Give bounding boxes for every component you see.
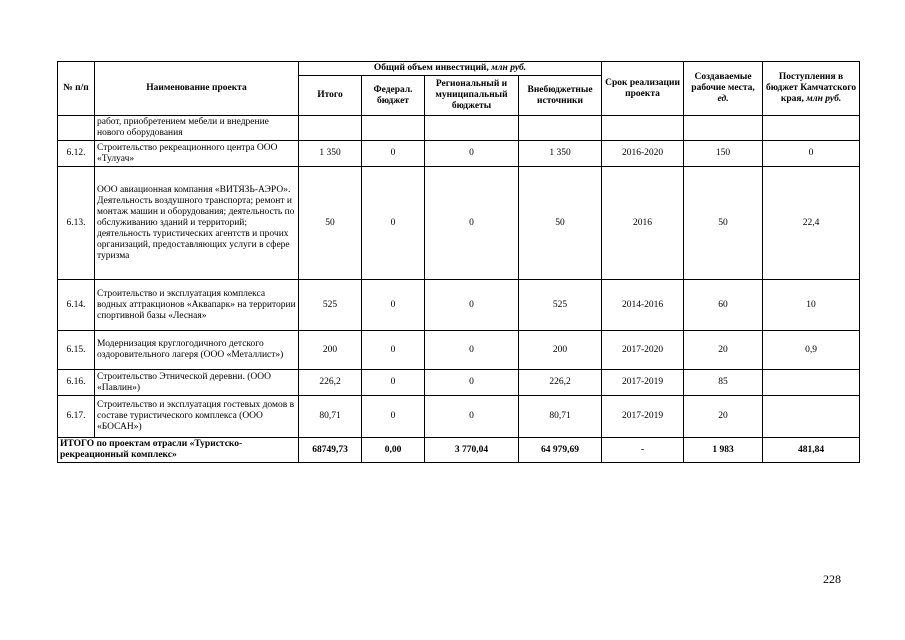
table-row: [58, 396, 860, 438]
cell-name: работ, приобретением мебели и внедрение нового оборудования: [95, 116, 299, 141]
cell-extra: 50: [519, 167, 602, 280]
cell-extra: 1 350: [519, 141, 602, 167]
cell-period: 2017-2020: [602, 331, 684, 370]
cell-revenue: 10: [763, 280, 860, 331]
cell-total: 1 350: [299, 141, 362, 167]
cell-num: 6.17.: [58, 396, 95, 438]
total-total: 68749,73: [299, 438, 362, 463]
total-row: [58, 438, 860, 463]
cell-extra: 200: [519, 331, 602, 370]
cell-regional: 0: [425, 396, 519, 438]
cell-total: 50: [299, 167, 362, 280]
cell-name: Модернизация круглогодичного детского оздоровительного лагеря (ООО «Металлист»): [95, 331, 299, 370]
cell-total: 525: [299, 280, 362, 331]
cell-revenue: [763, 116, 860, 141]
cell-period: [602, 116, 684, 141]
header-period: Срок реализации проекта: [602, 62, 684, 116]
table-row: [58, 116, 860, 141]
cell-regional: 0: [425, 167, 519, 280]
cell-total: [299, 116, 362, 141]
table-row: [58, 370, 860, 396]
cell-num: 6.14.: [58, 280, 95, 331]
header-extra: Внебюджетные источники: [519, 76, 602, 116]
header-revenue-main: Поступления в бюджет Камчатского края,: [766, 72, 857, 104]
total-jobs: 1 983: [684, 438, 763, 463]
cell-regional: 0: [425, 280, 519, 331]
header-federal: Федерал. бюджет: [362, 76, 425, 116]
cell-period: 2016-2020: [602, 141, 684, 167]
cell-regional: [425, 116, 519, 141]
cell-revenue: [763, 396, 860, 438]
cell-name: ООО авиационная компания «ВИТЯЗЬ-АЭРО». Деятельность воздушного транспорта; ремонт и монтаж машин и оборудования; деятельность по обслуживанию зданий и территорий; деятельность туристических агентств и прочих организаций, предоставляющих услуги в сфере туризма: [95, 167, 299, 280]
cell-num: 6.15.: [58, 331, 95, 370]
cell-revenue: 0,9: [763, 331, 860, 370]
cell-federal: 0: [362, 167, 425, 280]
investment-table: [57, 61, 860, 463]
cell-period: 2014-2016: [602, 280, 684, 331]
cell-period: 2017-2019: [602, 370, 684, 396]
header-regional: Региональный и муниципальный бюджеты: [425, 76, 519, 116]
cell-name: Строительство Этнической деревни. (ООО «Павлин»): [95, 370, 299, 396]
header-jobs: [684, 62, 763, 116]
cell-federal: [362, 116, 425, 141]
cell-extra: 80,71: [519, 396, 602, 438]
cell-jobs: 20: [684, 396, 763, 438]
cell-revenue: 0: [763, 141, 860, 167]
cell-jobs: 60: [684, 280, 763, 331]
total-regional: 3 770,04: [425, 438, 519, 463]
cell-federal: 0: [362, 396, 425, 438]
cell-extra: 226,2: [519, 370, 602, 396]
cell-jobs: [684, 116, 763, 141]
cell-name: Строительство и эксплуатация комплекса водных аттракционов «Аквапарк» на территории спортивной базы «Лесная»: [95, 280, 299, 331]
cell-num: 6.13.: [58, 167, 95, 280]
total-label: ИТОГО по проектам отрасли «Туристско-рекреационный комплекс»: [58, 438, 299, 463]
cell-federal: 0: [362, 331, 425, 370]
total-period: -: [602, 438, 684, 463]
cell-regional: 0: [425, 141, 519, 167]
cell-num: [58, 116, 95, 141]
header-invest-group: [299, 62, 602, 76]
header-revenue-unit: млн руб.: [806, 94, 842, 104]
cell-federal: 0: [362, 141, 425, 167]
header-invest-unit: млн руб.: [491, 63, 527, 73]
cell-num: 6.12.: [58, 141, 95, 167]
cell-regional: 0: [425, 370, 519, 396]
header-total: Итого: [299, 76, 362, 116]
page-number: 228: [823, 572, 841, 586]
cell-extra: 525: [519, 280, 602, 331]
header-jobs-main: Создаваемые рабочие места,: [691, 72, 755, 93]
header-revenue: [763, 62, 860, 116]
table-row: [58, 331, 860, 370]
cell-period: 2016: [602, 167, 684, 280]
cell-total: 200: [299, 331, 362, 370]
cell-jobs: 85: [684, 370, 763, 396]
cell-federal: 0: [362, 370, 425, 396]
cell-name: Строительство рекреационного центра ООО «Тулуач»: [95, 141, 299, 167]
total-extra: 64 979,69: [519, 438, 602, 463]
cell-period: 2017-2019: [602, 396, 684, 438]
cell-revenue: [763, 370, 860, 396]
cell-jobs: 50: [684, 167, 763, 280]
header-num: № п/п: [58, 62, 95, 116]
cell-jobs: 20: [684, 331, 763, 370]
total-federal: 0,00: [362, 438, 425, 463]
cell-federal: 0: [362, 280, 425, 331]
header-invest-main: Общий объем инвестиций,: [373, 63, 492, 73]
cell-total: 80,71: [299, 396, 362, 438]
cell-regional: 0: [425, 331, 519, 370]
cell-total: 226,2: [299, 370, 362, 396]
cell-extra: [519, 116, 602, 141]
cell-revenue: 22,4: [763, 167, 860, 280]
cell-num: 6.16.: [58, 370, 95, 396]
cell-name: Строительство и эксплуатация гостевых домов в составе туристического комплекса (ООО «БОСАН»): [95, 396, 299, 438]
total-revenue: 481,84: [763, 438, 860, 463]
table-row: [58, 167, 860, 280]
header-name: Наименование проекта: [95, 62, 299, 116]
table-row: [58, 280, 860, 331]
cell-jobs: 150: [684, 141, 763, 167]
header-jobs-unit: ед.: [717, 94, 729, 104]
table-row: [58, 141, 860, 167]
